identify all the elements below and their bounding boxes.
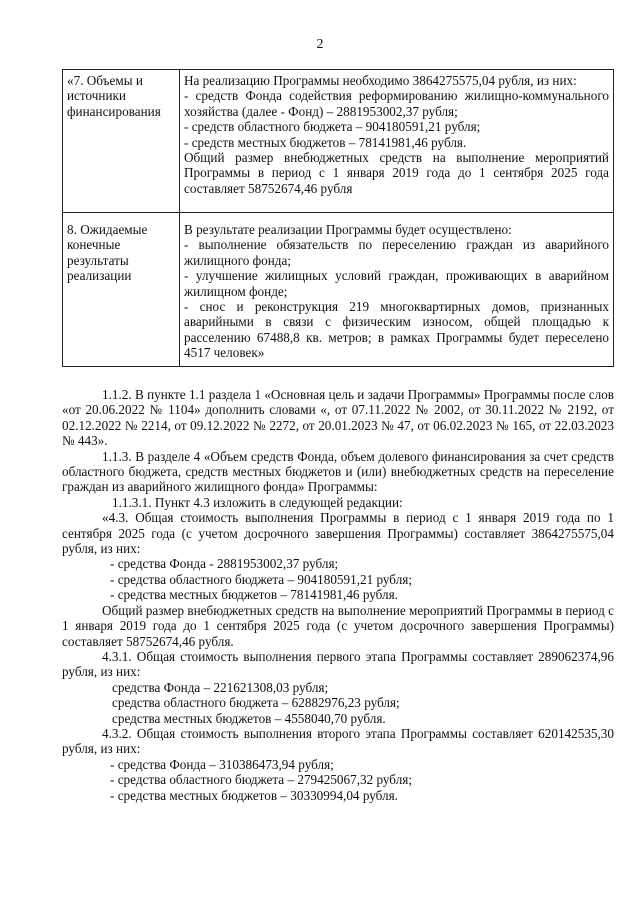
document-body (62, 387, 614, 803)
paragraph-offbudget: Общий размер внебюджетных средств на выполнение мероприятий Программы в период с 1 января 2019 года до 1 сентября 2025 года (с учетом досрочного завершения Программы) составляет 58752674,46 рубля. (62, 602, 614, 649)
row-label-financing: «7. Объемы и источники финансирования (63, 70, 180, 213)
paragraph-4-3: «4.3. Общая стоимость выполнения Программы в период с 1 января 2019 года по 1 сентября 2025 года (с учетом досрочного завершения Программы) составляет 3864275575,04 рубля, из них: (62, 510, 614, 557)
results-item-1: - выполнение обязательств по переселению граждан из аварийного жилищного фонда; (184, 237, 609, 268)
row-content-results (180, 213, 614, 367)
program-passport-table (62, 69, 614, 367)
results-intro: В результате реализации Программы будет осуществлено: (184, 222, 512, 237)
list-item-stage2-fund: - средства Фонда – 310386473,94 рубля; (110, 756, 334, 772)
paragraph-4-3-1: 4.3.1. Общая стоимость выполнения первого этапа Программы составляет 289062374,96 рубля, из них: (62, 648, 614, 680)
list-item-stage2-local: - средства местных бюджетов – 30330994,04 рубля. (110, 787, 398, 803)
financing-total: На реализацию Программы необходимо 3864275575,04 рубля, из них: (184, 73, 577, 88)
row-content-financing (180, 70, 614, 213)
list-item-stage1-local: средства местных бюджетов – 4558040,70 рубля. (112, 710, 386, 726)
paragraph-1-1-3-1: 1.1.3.1. Пункт 4.3 изложить в следующей редакции: (112, 494, 403, 510)
financing-offbudget: Общий размер внебюджетных средств на выполнение мероприятий Программы в период с 1 января 2019 года до 1 сентября 2025 года составляет 58752674,46 рубля (184, 150, 609, 196)
paragraph-1-1-3: 1.1.3. В разделе 4 «Объем средств Фонда, объем долевого финансирования за счет средств областного бюджета, средств местных бюджетов и (или) внебюджетных средств на переселение граждан из аварийного жилищного фонда» Программы: (62, 448, 614, 495)
row-label-results: 8. Ожидаемые конечные результаты реализации (63, 213, 180, 367)
list-item-fund: - средства Фонда - 2881953002,37 рубля; (110, 556, 339, 572)
results-item-2: - улучшение жилищных условий граждан, проживающих в аварийном жилищном фонде; (184, 268, 609, 299)
page-number: 2 (316, 37, 324, 52)
financing-local: - средств местных бюджетов – 78141981,46 рубля. (184, 134, 467, 150)
financing-regional: - средств областного бюджета – 904180591,21 рубля; (184, 119, 481, 135)
paragraph-1-1-2: 1.1.2. В пункте 1.1 раздела 1 «Основная цель и задачи Программы» Программы после слов «от 20.06.2022 № 1104» дополнить словами «, от 07.11.2022 № 2002, от 30.11.2022 № 2192, от 02.12.2022 № 2214, от 09.12.2022 № 2272, от 20.01.2023 № 47, от 06.02.2023 № 165, от 22.03.2023 № 443». (62, 387, 614, 449)
list-item-stage1-regional: средства областного бюджета – 62882976,23 рубля; (112, 695, 400, 711)
results-item-3: - снос и реконструкция 219 многоквартирных домов, признанных аварийными в связи с физическим износом, общей площадью к расселению 67488,8 кв. метров; в рамках Программы будет переселено 4517 человек» (184, 299, 609, 361)
financing-fund: - средств Фонда содействия реформированию жилищно-коммунального хозяйства (далее - Фонд) – 2881953002,37 рубля; (184, 88, 609, 119)
list-item-stage2-regional: - средства областного бюджета – 279425067,32 рубля; (110, 772, 413, 788)
list-item-local: - средства местных бюджетов – 78141981,46 рубля. (110, 587, 398, 603)
table-row (63, 213, 614, 367)
paragraph-4-3-2: 4.3.2. Общая стоимость выполнения второго этапа Программы составляет 620142535,30 рубля, из них: (62, 725, 614, 757)
list-item-stage1-fund: средства Фонда – 221621308,03 рубля; (112, 679, 329, 695)
list-item-regional: - средства областного бюджета – 904180591,21 рубля; (110, 571, 413, 587)
table-row (63, 70, 614, 213)
